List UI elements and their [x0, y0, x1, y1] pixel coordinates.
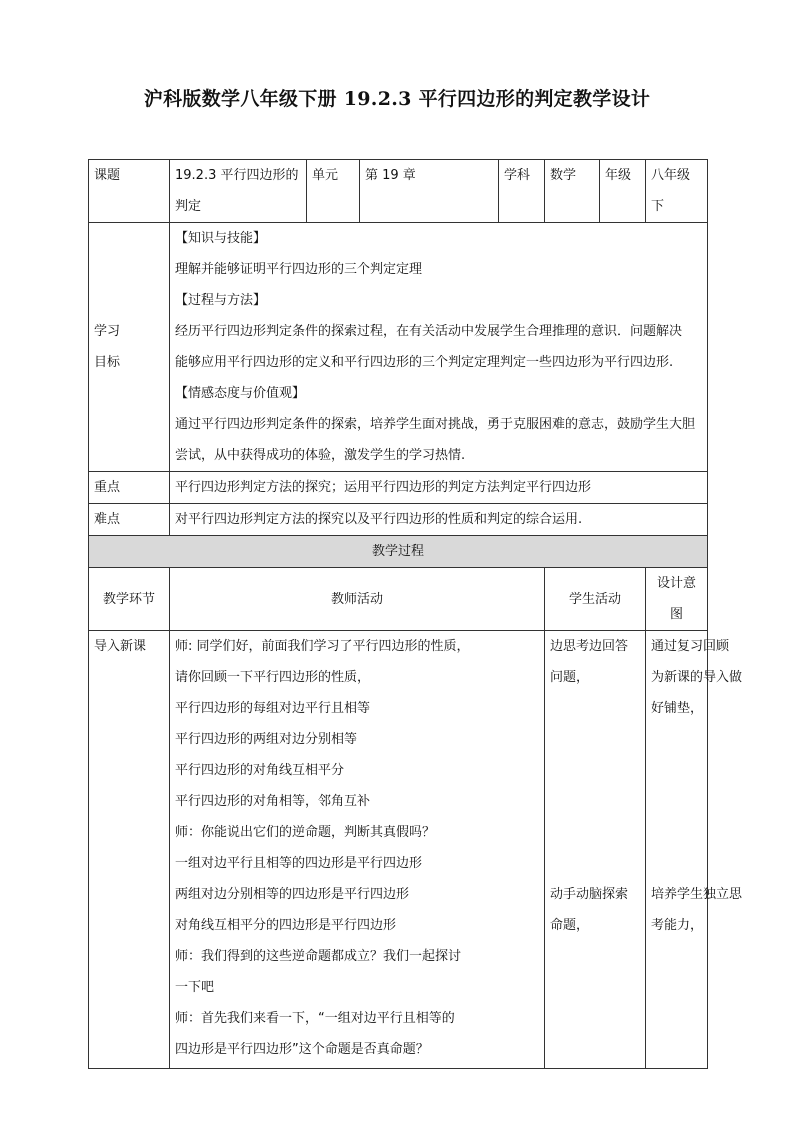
key-point-value: 平行四边形判定方法的探究；运用平行四边形的判定方法判定平行四边形 [170, 472, 708, 504]
key-point-row [89, 472, 708, 504]
subject-value: 数学 [545, 160, 600, 223]
goals-content: 【知识与技能】 理解并能够证明平行四边形的三个判定定理 【过程与方法】 经历平行四边形判定条件的探索过程，在有关活动中发展学生合理推理的意识．问题解决 能够应用平行四边形的定义和平行四边形的三个判定定理判定一些四边形为平行四边形. 【情感态度与价值观】 通过平行四边形判定条件的探索，培养学生面对挑战，勇于克服困难的意志，鼓励学生大胆 尝试，从中获得成功的体验，激发学生的学习热情. [170, 223, 708, 472]
design-intent: 通过复习回顾 为新课的导入做 好铺垫， 培养学生独立思 考能力， [646, 631, 708, 1069]
section-intro: 导入新课 [89, 631, 170, 1069]
page-title: 沪科版数学八年级下册 19.2.3 平行四边形的判定教学设计 [143, 88, 651, 110]
header-section: 教学环节 [89, 568, 170, 631]
topic-value: 19.2.3 平行四边形的 判定 [170, 160, 307, 223]
header-teacher: 教师活动 [170, 568, 545, 631]
unit-value: 第 19 章 [360, 160, 499, 223]
teacher-activity: 师: 同学们好，前面我们学习了平行四边形的性质， 请你回顾一下平行四边形的性质， 平行四边形的每组对边平行且相等 平行四边形的两组对边分别相等 平行四边形的对角线互相平分 平行四边形的对角相等，邻角互补 师：你能说出它们的逆命题，判断其真假吗？ 一组对边平行且相等的四边形是平行四边形 两组对边分别相等的四边形是平行四边形 对角线互相平分的四边形是平行四边形 师：我们得到的这些逆命题都成立？我们一起探讨 一下吧 师：首先我们来看一下，“一组对边平行且相等的 四边形是平行四边形”这个命题是否真命题？ [170, 631, 545, 1069]
process-body-row [89, 631, 708, 1069]
process-band-row [89, 536, 708, 568]
topic-label: 课题 [89, 160, 170, 223]
goals-label: 学习 目标 [89, 223, 170, 472]
grade-value: 八年级下 [646, 160, 708, 223]
unit-label: 单元 [307, 160, 360, 223]
process-header-row [89, 568, 708, 631]
difficulty-label: 难点 [89, 504, 170, 536]
info-row [89, 160, 708, 223]
process-band: 教学过程 [89, 536, 708, 568]
lesson-plan-table [88, 159, 743, 1069]
key-point-label: 重点 [89, 472, 170, 504]
subject-label: 学科 [499, 160, 545, 223]
difficulty-row [89, 504, 708, 536]
goals-row [89, 223, 708, 472]
difficulty-value: 对平行四边形判定方法的探究以及平行四边形的性质和判定的综合运用. [170, 504, 708, 536]
student-activity: 边思考边回答 问题， 动手动脑探索 命题， [545, 631, 646, 1069]
header-student: 学生活动 [545, 568, 646, 631]
grade-label: 年级 [600, 160, 646, 223]
header-intent: 设计意图 [646, 568, 708, 631]
